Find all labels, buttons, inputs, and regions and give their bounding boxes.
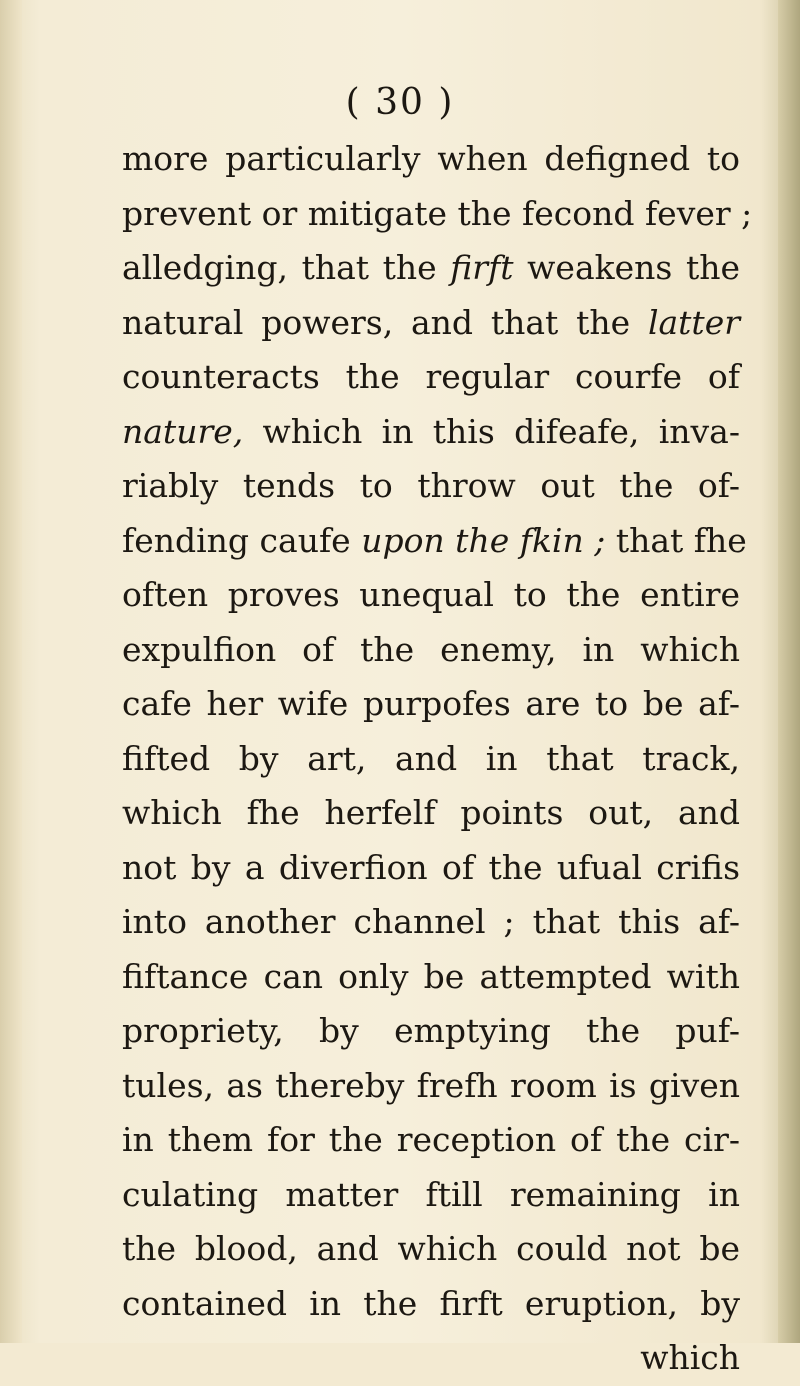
text-line-21: the blood, and which could not be — [122, 1229, 740, 1268]
text-line-18: tules, as thereby frefh room is given — [122, 1065, 740, 1105]
text-line-17: propriety, by emptying the puf- — [122, 1011, 740, 1050]
catchword: which — [640, 1338, 740, 1377]
text-line-4: natural powers, and that the latter — [122, 302, 740, 342]
page-edge-shadow — [778, 0, 800, 1343]
text-line-15: into another channel ; that this af- — [122, 902, 740, 941]
text-line-13: which fhe herfelf points out, and — [122, 793, 740, 832]
text-line-11: cafe her wife purpofes are to be af- — [122, 684, 740, 723]
page-number: ( 30 ) — [345, 82, 455, 123]
text-line-20: culating matter ftill remaining in — [122, 1174, 740, 1214]
page-gutter-shadow — [0, 0, 22, 1343]
text-line-16: fiftance can only be attempted with — [122, 956, 740, 996]
text-line-3: alledging, that the firft weakens the — [122, 248, 740, 287]
text-line-2: prevent or mitigate the fecond fever ; — [122, 193, 753, 233]
text-line-19: in them for the reception of the cir- — [122, 1120, 740, 1159]
text-line-10: expulfion of the enemy, in which — [122, 629, 740, 669]
text-line-7: riably tends to throw out the of- — [122, 466, 740, 505]
text-line-8: fending caufe upon the fkin ; that fhe — [122, 520, 747, 560]
text-line-22: contained in the firft eruption, by — [122, 1283, 740, 1323]
text-line-14: not by a diverfion of the ufual crifis — [122, 847, 740, 887]
text-line-6: nature, which in this difeafe, inva- — [122, 411, 740, 451]
text-line-9: often proves unequal to the entire — [122, 575, 740, 614]
text-line-5: counteracts the regular courfe of — [122, 357, 740, 396]
text-line-12: fifted by art, and in that track, — [122, 738, 740, 778]
text-line-1: more particularly when defigned to — [122, 139, 740, 178]
body-text — [122, 132, 753, 1386]
